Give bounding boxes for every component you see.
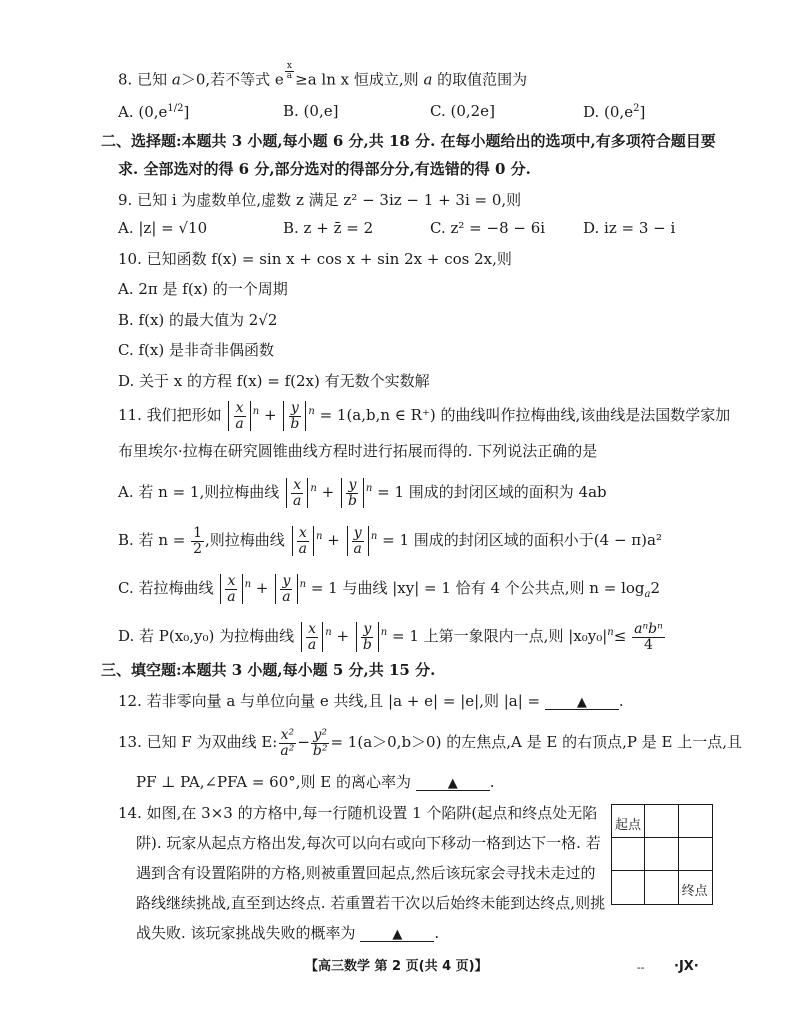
q9-option-c[interactable]: C. z² = −8 − 6i	[430, 219, 546, 237]
q8-option-d[interactable]: D. $(0,e^2]$	[583, 103, 646, 121]
q13-stem: 13. 已知 F 为双曲线 E: $\frac{\text{x²}}{\text{a²}}$ − $\frac{\text{y²}}{\text{b²}}$ = 1(a＞0,b＞0) 的左焦点,A 是 E 的右顶点,P 是 E 上一点,且	[118, 727, 742, 759]
q12-answer-blank[interactable]: ▲	[545, 694, 619, 710]
q11-option-d[interactable]: D. 若 P(x₀,y₀) 为拉梅曲线 $\frac{x}{a}$ $^n$ + $\frac{y}{b}$ $^n$ = 1 上第一象限内一点,则 $|x_0y_0|^n\le$ $\frac{\text{aⁿbⁿ}}{4}$	[118, 621, 663, 653]
grid-cell	[679, 838, 712, 871]
q8-stem: 8. 已知 a＞0,若不等式 e $^{\frac{x}{a}}$ ≥a ln x 恒成立,则 a 的取值范围为	[118, 61, 528, 89]
q11-stem: 11. 我们把形如 $\frac{x}{a}$ $^n$ + $\frac{y}{b}$ $^n$ = 1(a,b,n ∈ R⁺) 的曲线叫作拉梅曲线,该曲线是法国数学家加	[118, 400, 731, 432]
footer-mark: --	[637, 961, 645, 974]
q11-option-b[interactable]: B. 若 n = $\frac{1}{2}$ ,则拉梅曲线 $\frac{x}{a}$ $^n$ + $\frac{y}{a}$ $^n$ = 1 围成的封闭区域的面积小于(4 − π)a²	[118, 525, 662, 557]
q14-line-3: 遇到含有设置陷阱的方格,则被重置回起点,然后该玩家会寻找未走过的	[136, 864, 596, 882]
q14-answer-blank[interactable]: ▲	[360, 926, 434, 942]
grid-cell	[645, 871, 678, 904]
page-footer: 【高三数学 第 2 页(共 4 页)】	[305, 959, 488, 974]
grid-cell	[645, 838, 678, 871]
footer-code: ·JX·	[674, 959, 699, 974]
q8-option-b[interactable]: B. (0,e]	[283, 102, 339, 120]
q14-line-2: 阱). 玩家从起点方格出发,每次可以向右或向下移动一格到达下一格. 若	[136, 834, 601, 852]
grid-cell	[645, 805, 678, 838]
q14-line-4: 路线继续挑战,直至到达终点. 若重置若干次以后始终未能到达终点,则挑	[136, 894, 606, 912]
q14-line-1: 14. 如图,在 3×3 的方格中,每一行随机设置 1 个陷阱(起点和终点处无陷	[118, 804, 598, 822]
q10-option-a[interactable]: A. 2π 是 f(x) 的一个周期	[118, 280, 288, 298]
q10-stem: 10. 已知函数 f(x) = sin x + cos x + sin 2x + cos 2x,则	[118, 250, 512, 268]
q8-option-a[interactable]: A. $(0,e^{1/2}]$	[118, 103, 190, 121]
q10-option-c[interactable]: C. f(x) 是非奇非偶函数	[118, 341, 274, 359]
q9-stem: 9. 已知 i 为虚数单位,虚数 z 满足 z² − 3iz − 1 + 3i = 0,则	[118, 191, 522, 209]
q9-option-d[interactable]: D. iz = 3 − i	[583, 219, 676, 237]
section2-heading: 二、选择题:本题共 3 小题,每小题 6 分,共 18 分. 在每小题给出的选项中,有多项符合题目要	[101, 132, 716, 150]
q9-option-b[interactable]: B. z + z̄ = 2	[283, 219, 374, 237]
q12-stem: 12. 若非零向量 a 与单位向量 e 共线,且 |a + e| = |e|,则 |a| = ▲ .	[118, 692, 624, 710]
q11-option-c[interactable]: C. 若拉梅曲线 $\frac{x}{a}$ $^n$ + $\frac{y}{a}$ $^n$ = 1 与曲线 |xy| = 1 恰有 4 个公共点,则 $n = \log_a2$	[118, 573, 661, 605]
q10-option-d[interactable]: D. 关于 x 的方程 f(x) = f(2x) 有无数个实数解	[118, 372, 430, 390]
q13-answer-blank[interactable]: ▲	[416, 775, 490, 791]
section2-heading-cont: 求. 全部选对的得 6 分,部分选对的得部分分,有选错的得 0 分.	[118, 160, 531, 178]
q14-line-5: 战失败. 该玩家挑战失败的概率为 ▲ .	[136, 924, 440, 942]
q11-option-a[interactable]: A. 若 n = 1,则拉梅曲线 $\frac{x}{a}$ $^n$ + $\frac{y}{b}$ $^n$ = 1 围成的封闭区域的面积为 4ab	[118, 477, 607, 509]
q9-option-a[interactable]: A. |z| = √10	[118, 219, 208, 237]
q13-stem-cont: PF ⊥ PA,∠PFA = 60°,则 E 的离心率为 ▲ .	[136, 773, 495, 791]
q8-option-c[interactable]: C. (0,2e]	[430, 102, 495, 120]
section3-heading: 三、填空题:本题共 3 小题,每小题 5 分,共 15 分.	[101, 661, 436, 679]
trap-grid	[611, 804, 713, 905]
grid-cell-end: 终点	[681, 884, 708, 899]
grid-cell-start: 起点	[612, 805, 645, 838]
grid-cell	[612, 871, 645, 904]
grid-cell	[612, 838, 645, 871]
q10-option-b[interactable]: B. f(x) 的最大值为 2√2	[118, 311, 278, 329]
q11-stem-cont: 布里埃尔·拉梅在研究圆锥曲线方程时进行拓展而得的. 下列说法正确的是	[118, 442, 598, 460]
grid-cell	[679, 805, 712, 838]
